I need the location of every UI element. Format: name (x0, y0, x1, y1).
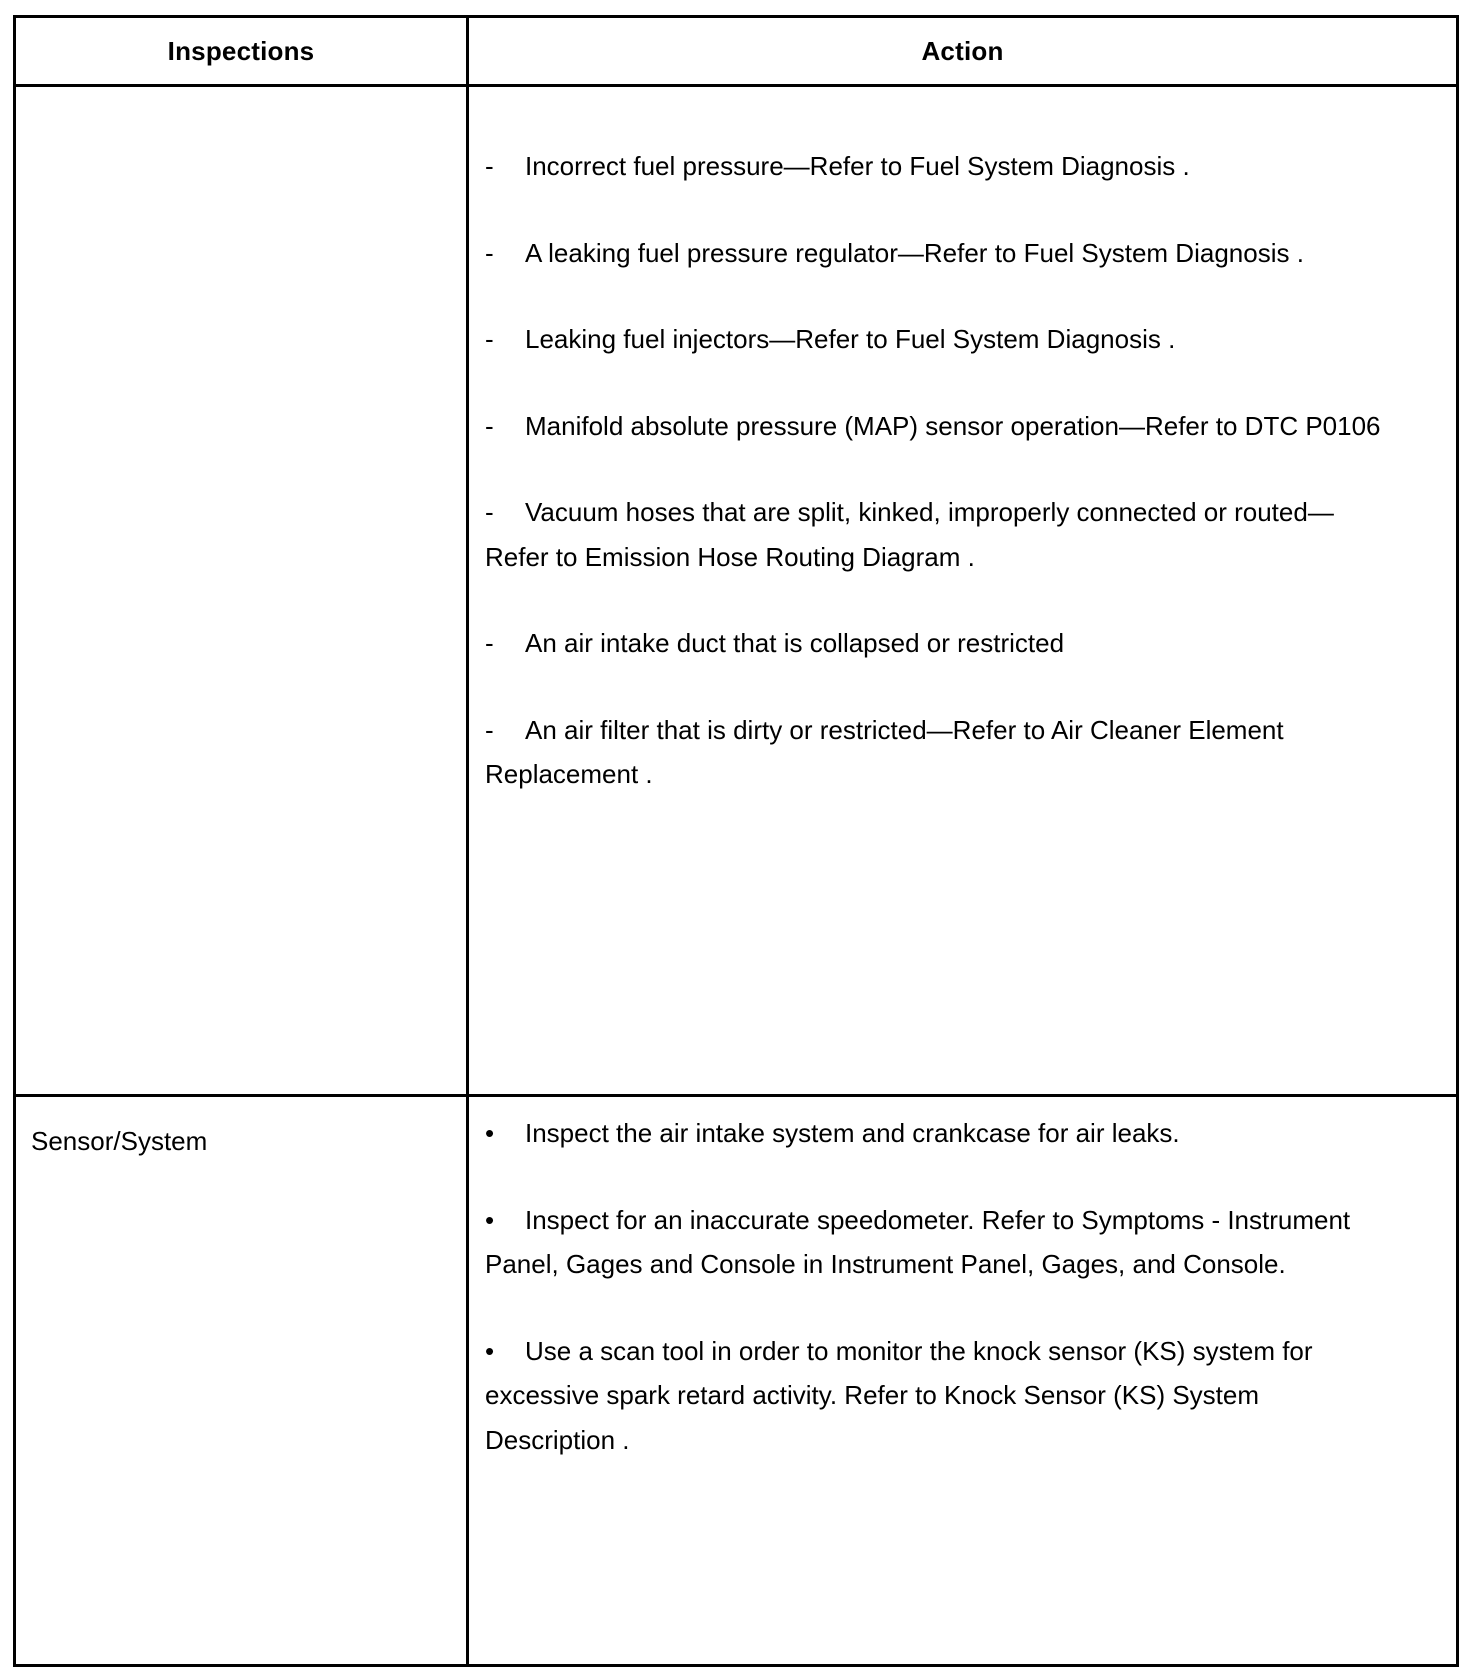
action-text: Vacuum hoses that are split, kinked, improperly connected or routed—Refer to Emission Hose Routing Diagram . (485, 497, 1334, 572)
list-item (485, 231, 1386, 276)
action-text: An air filter that is dirty or restricted—Refer to Air Cleaner Element Replacement . (485, 714, 1284, 789)
action-text: Leaking fuel injectors—Refer to Fuel System Diagnosis . (525, 324, 1176, 354)
action-list (469, 1097, 1456, 1462)
list-item (485, 1111, 1386, 1156)
list-item (485, 621, 1386, 666)
action-text: Inspect for an inaccurate speedometer. Refer to Symptoms - Instrument Panel, Gages and Console in Instrument Panel, Gages, and Console. (485, 1204, 1351, 1279)
list-item (485, 490, 1386, 579)
inspection-cell: Sensor/System (15, 1096, 468, 1666)
header-inspections: Inspections (15, 17, 468, 86)
dash-marker: - (485, 628, 494, 658)
inspection-action-table (13, 15, 1459, 1667)
bullet-marker: • (485, 1335, 495, 1366)
action-text: Inspect the air intake system and crankcase for air leaks. (525, 1118, 1180, 1148)
action-cell (468, 86, 1458, 1096)
table-row (15, 86, 1458, 1096)
header-action: Action (468, 17, 1458, 86)
dash-marker: - (485, 410, 494, 441)
bullet-marker: • (485, 1204, 495, 1235)
bullet-marker: • (485, 1118, 495, 1148)
dash-marker: - (485, 237, 494, 268)
action-text: An air intake duct that is collapsed or restricted (525, 628, 1065, 658)
list-item (485, 404, 1386, 449)
action-list (469, 87, 1456, 797)
action-cell (468, 1096, 1458, 1666)
dash-marker: - (485, 324, 494, 354)
dash-marker: - (485, 497, 494, 527)
list-item (485, 317, 1386, 362)
list-item (485, 1329, 1386, 1463)
list-item (485, 708, 1386, 797)
inspection-cell (15, 86, 468, 1096)
action-text: Use a scan tool in order to monitor the knock sensor (KS) system for excessive spark retard activity. Refer to Knock Sensor (KS) System Description . (485, 1335, 1313, 1455)
action-text: Manifold absolute pressure (MAP) sensor operation—Refer to DTC P0106 (525, 410, 1381, 441)
table-row (15, 1096, 1458, 1666)
list-item (485, 144, 1386, 189)
dash-marker: - (485, 714, 494, 745)
action-text: A leaking fuel pressure regulator—Refer to Fuel System Diagnosis . (525, 237, 1304, 268)
list-item (485, 1198, 1386, 1287)
table-header-row (15, 17, 1458, 86)
action-text: Incorrect fuel pressure—Refer to Fuel System Diagnosis . (525, 151, 1190, 181)
dash-marker: - (485, 151, 494, 181)
